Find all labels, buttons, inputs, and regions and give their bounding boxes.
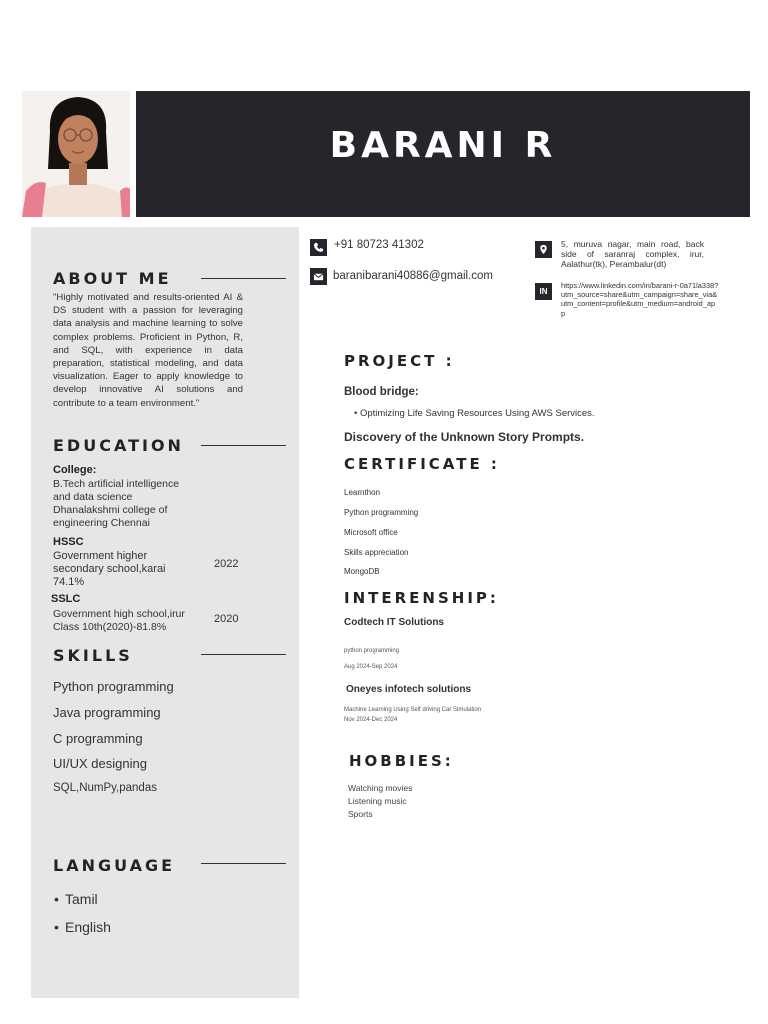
skill-item: Python programming	[53, 679, 174, 694]
skills-title: SKILLS	[53, 646, 133, 665]
internship-title: INTERENSHIP:	[344, 589, 499, 607]
project-1-title: Blood bridge:	[344, 386, 419, 398]
language-divider	[201, 863, 286, 864]
internship-2-role: Machine Learning Using Self driving Car Simulation	[344, 707, 482, 713]
about-text: "Highly motivated and results-oriented AI & DS student with a passion for leveraging data analysis and machine learning to solve complex problems. Proficient in Python, R, and SQL, with experience in data preparation, statistical modeling, and data visualization. Eager to apply knowledge to develop innovative AI solutions and contribute to a team environment."	[53, 292, 243, 409]
email-link[interactable]: baranibarani40886@gmail.com	[333, 270, 493, 282]
language-label: Tamil	[65, 891, 98, 907]
project-title: PROJECT :	[344, 352, 455, 370]
profile-photo	[22, 91, 130, 217]
certificate-item: Python programming	[344, 508, 419, 517]
candidate-name: BARANI R	[329, 125, 557, 166]
sidebar	[31, 227, 299, 998]
skill-item: C programming	[53, 731, 143, 746]
hobby-item: Watching movies	[348, 783, 413, 793]
sslc-text: Government high school,irur Class 10th(2020)-81.8%	[53, 608, 185, 633]
sslc-year: 2020	[214, 613, 239, 625]
project-1-desc-text: Optimizing Life Saving Resources Using AWS Services.	[359, 408, 595, 419]
skills-divider	[201, 654, 286, 655]
certificate-item: Microsoft office	[344, 528, 398, 537]
linkedin-icon: IN	[535, 283, 552, 300]
education-divider	[201, 445, 286, 446]
certificate-item: MongoDB	[344, 567, 380, 576]
hssc-label: HSSC	[53, 536, 84, 548]
internship-2-company: Oneyes infotech solutions	[346, 684, 472, 695]
address-text: 5, muruva nagar, main road, back side of saranraj complex, irur, Aalathur(tk), Perambalur(dt)	[561, 239, 704, 269]
language-label: English	[65, 919, 111, 935]
bullet-icon: •	[54, 919, 59, 935]
skill-item: SQL,NumPy,pandas	[53, 782, 157, 794]
skill-item: Java programming	[53, 705, 161, 720]
linkedin-link[interactable]: https://www.linkedin.com/in/barani-r-0a71la338?utm_source=share&utm_campaign=share_via&utm_content=profile&utm_medium=android_app	[561, 281, 719, 318]
bullet-icon: •	[54, 891, 59, 907]
certificate-item: Skills appreciation	[344, 548, 409, 557]
phone-icon	[310, 239, 327, 256]
about-title: ABOUT ME	[53, 269, 172, 288]
language-item	[54, 891, 98, 907]
hobbies-title: HOBBIES:	[349, 752, 454, 770]
hobby-item: Sports	[348, 809, 373, 819]
hobby-item: Listening music	[348, 796, 407, 806]
phone-number: +91 80723 41302	[334, 239, 424, 251]
internship-1-role: python programming	[344, 648, 400, 654]
skill-item: UI/UX designing	[53, 756, 147, 771]
education-title: EDUCATION	[53, 436, 184, 455]
internship-1-company: Codtech IT Solutions	[344, 617, 444, 628]
certificate-title: CERTIFICATE :	[344, 455, 500, 473]
college-text: B.Tech artificial intelligence and data science Dhanalakshmi college of engineering Chennai	[53, 478, 180, 529]
bullet-icon: •	[354, 408, 360, 419]
about-divider	[201, 278, 286, 279]
certificate-item: Learnthon	[344, 488, 381, 497]
mail-icon	[310, 268, 327, 285]
internship-2-dates: Nov 2024-Dec 2024	[344, 717, 398, 723]
internship-1-dates: Aug 2024-Sep 2024	[344, 664, 398, 670]
college-label: College:	[53, 464, 97, 476]
location-icon	[535, 241, 552, 258]
project-2-title: Discovery of the Unknown Story Prompts.	[344, 430, 585, 444]
language-item	[54, 919, 111, 935]
language-title: LANGUAGE	[53, 856, 176, 875]
project-1-desc	[354, 408, 595, 419]
sslc-label: SSLC	[51, 593, 81, 605]
hssc-year: 2022	[214, 558, 239, 570]
hssc-text: Government higher secondary school,karai 74.1%	[53, 550, 166, 588]
header-bar	[136, 91, 750, 217]
